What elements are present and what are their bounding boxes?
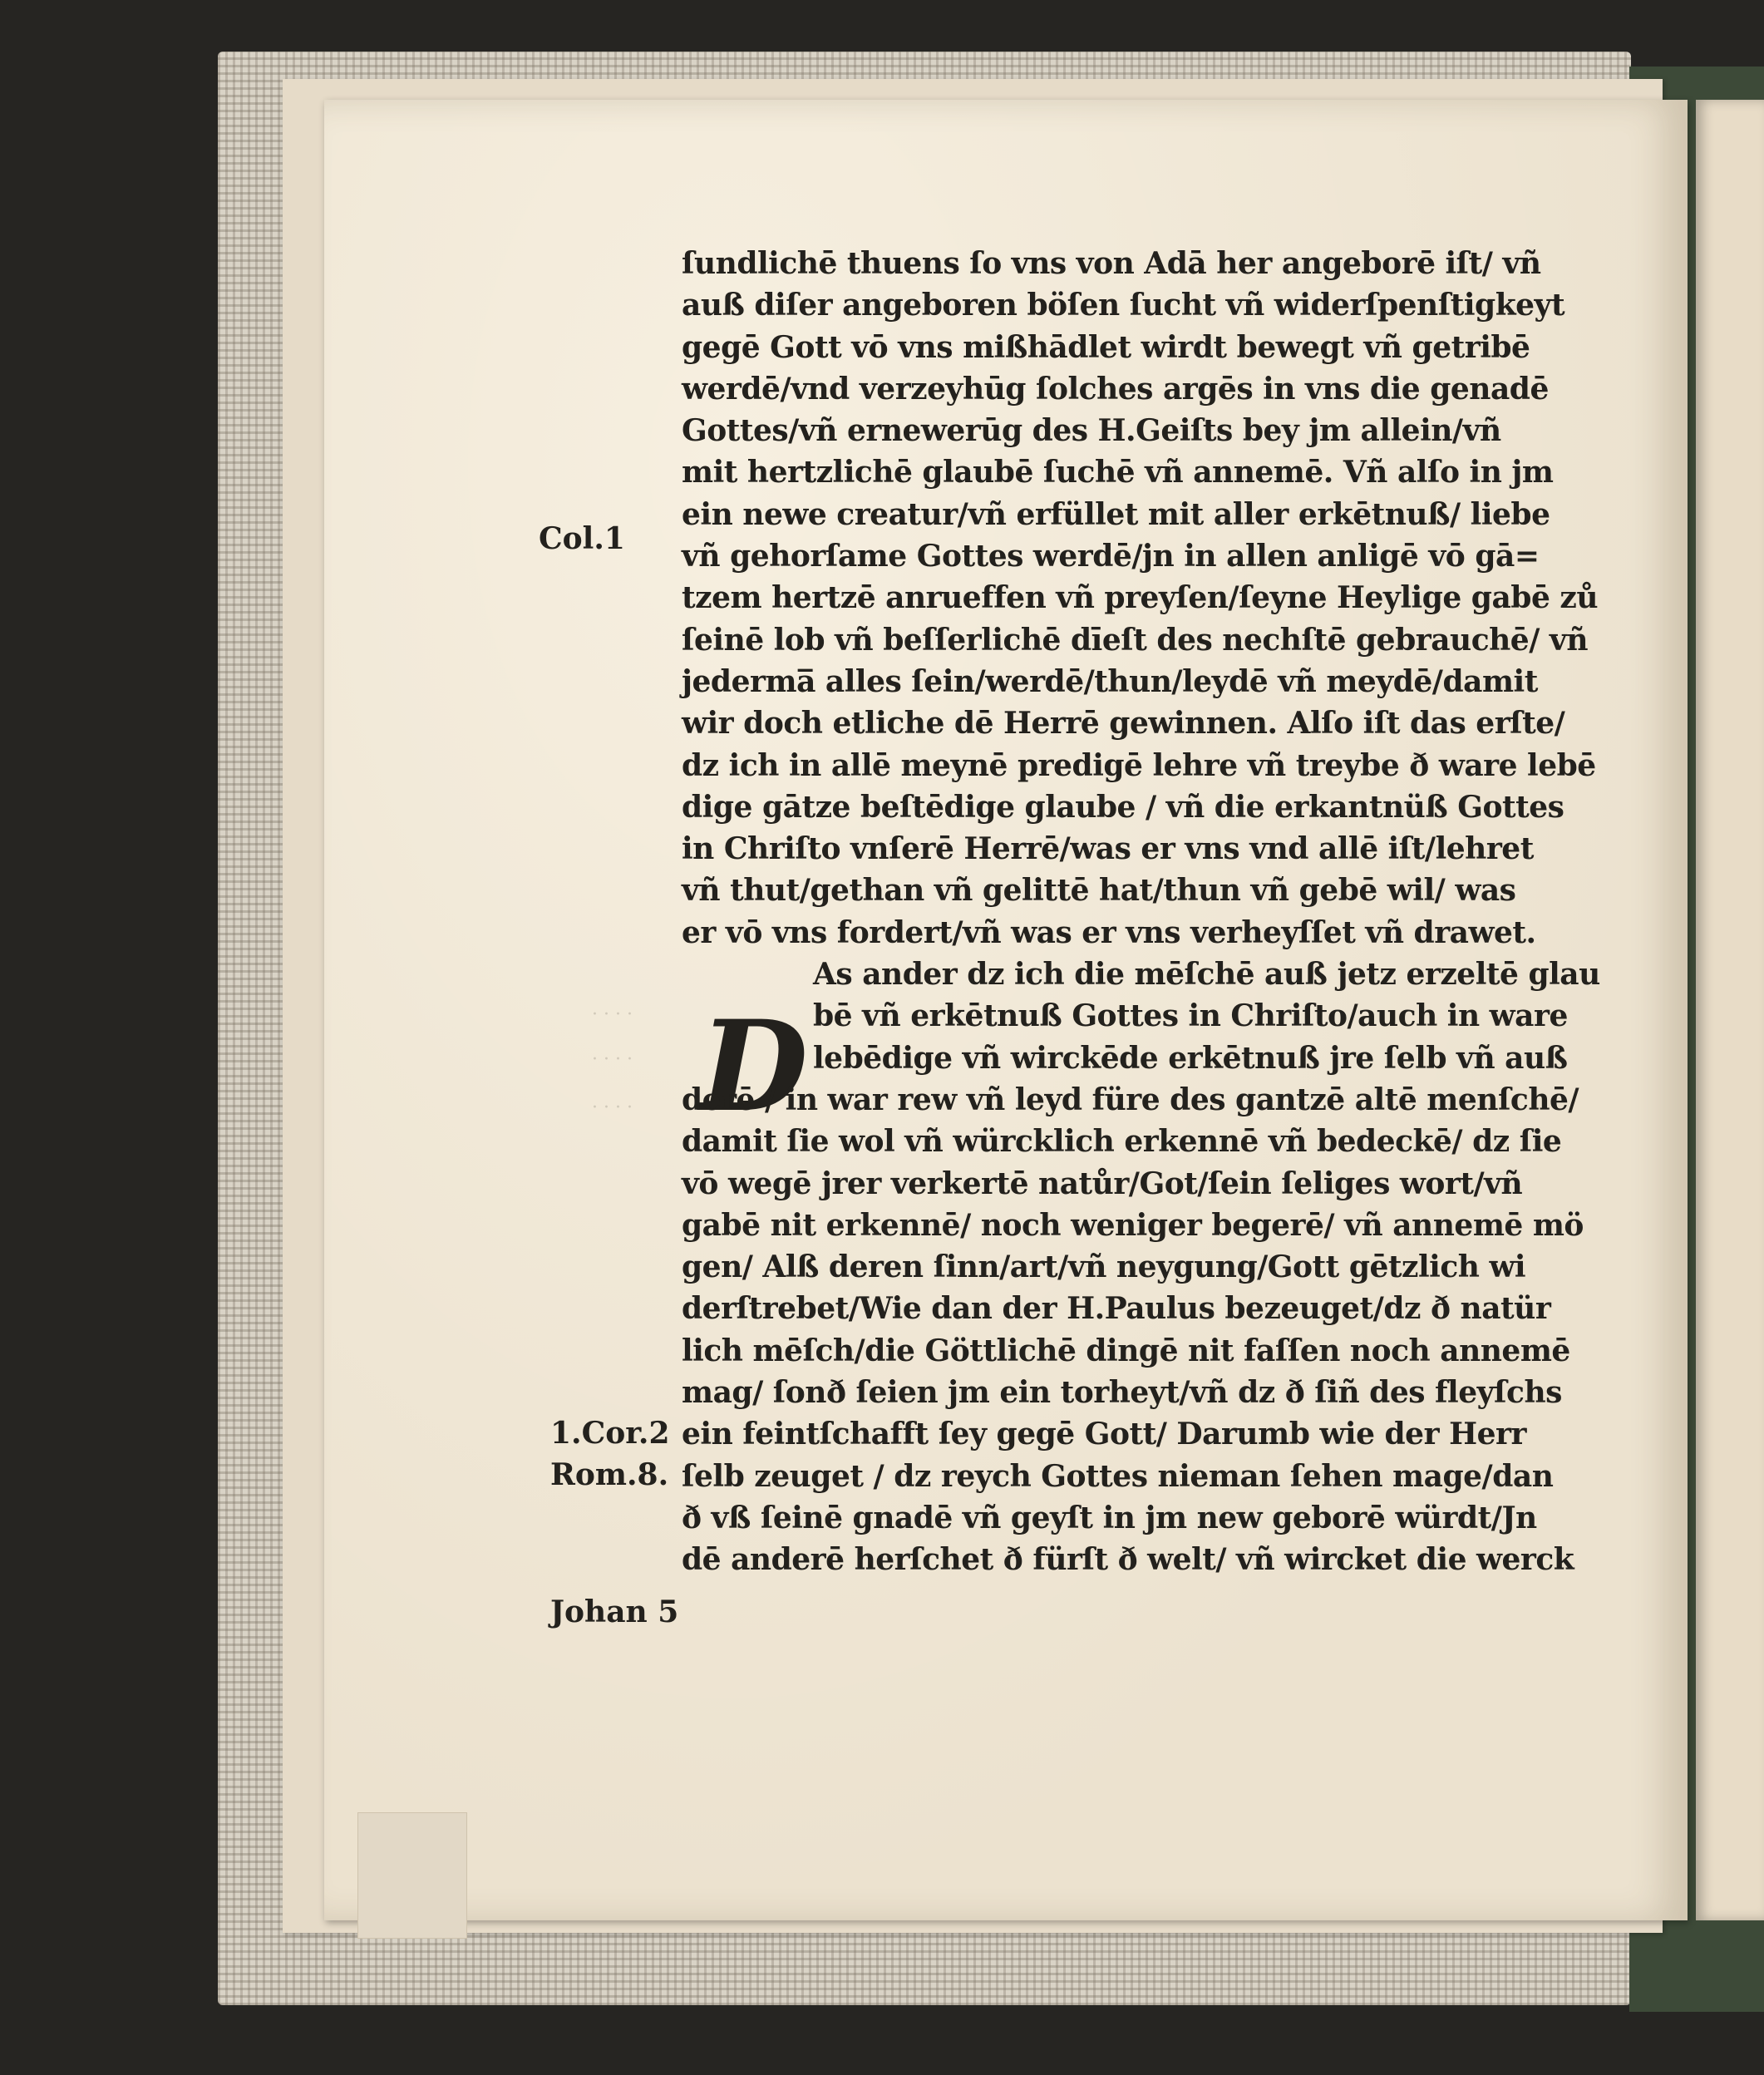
text-line: ſeinē lob vñ beſſerlichē dīeſt des nechſtē gebrauchē/ vñ (682, 622, 1588, 658)
text-line: gen/ Alß deren ſinn/art/vñ neygung/Gott gētzlich wi (682, 1249, 1526, 1285)
text-line: dige gātze beſtēdige glaube / vñ die erkantnüß Gottes (682, 789, 1564, 825)
text-line: damit ſie wol vñ würcklich erkennē vñ bedeckē/ dz ſie (682, 1124, 1562, 1160)
text-line: gabē nit erkennē/ noch weniger begerē/ vñ annemē mö (682, 1207, 1584, 1243)
text-line: mag/ ſonð ſeien jm ein torheyt/vñ dz ð ſiñ des fleyſchs (682, 1375, 1562, 1411)
show-through-text: · · · · (592, 1049, 633, 1070)
text-line: jederma̅ alles ſein/werdē/thun/leydē vñ meydē/damit (682, 663, 1538, 699)
text-line: As ander dz ich die mēſchē auß jetz erzeltē glau (813, 957, 1600, 993)
text-line: lich mēſch/die Göttlichē dingē nit faſſen noch annemē (682, 1333, 1570, 1368)
text-line: dz ich in allē meynē predigē lehre vñ treybe ð ware lebē (682, 747, 1596, 783)
text-line: ſundlichē thuens ſo vns von Adā her angeborē iſt/ vñ (682, 246, 1541, 281)
text-line: bē vñ erkētnuß Gottes in Chriſto/auch in ware (813, 998, 1568, 1034)
text-line: in Chriſto vnſerē Herrē/was er vns vnd allē iſt/lehret (682, 831, 1534, 867)
main-text (682, 243, 1621, 1581)
text-line: derē / in war rew vñ leyd füre des gantzē altē menſchē/ (682, 1082, 1579, 1117)
show-through-text: · · · · (592, 1004, 633, 1025)
text-line: dē anderē herſchet ð fürſt ð welt/ vñ wircket die werck (682, 1542, 1574, 1578)
text-line: Gottes/vñ ernewerūg des H.Geiſts bey jm allein/vñ (682, 413, 1501, 449)
decorated-initial: D (699, 993, 809, 1140)
text-line: wir doch etliche dē Herrē gewinnen. Alſo iſt das erſte/ (682, 706, 1565, 742)
margin-note-rom: Rom.8. (550, 1457, 669, 1492)
text-line: er vō vns fordert/vñ was er vns verheyſſet vñ drawet. (682, 914, 1536, 950)
text-line: ſelb zeuget / dz reych Gottes nieman ſehen mage/dan (682, 1458, 1554, 1494)
text-line: derſtrebet/Wie dan der H.Paulus bezeuget/dz ð natür (682, 1291, 1551, 1327)
text-line: ein feintſchafft ſey gegē Gott/ Darumb wie der Herr (682, 1417, 1526, 1452)
text-line: ð vß ſeinē gnadē vñ geyſt in jm new geborē würdt/Jn (682, 1500, 1537, 1535)
show-through-text: · · · · (592, 1097, 633, 1118)
text-line: vñ thut/gethan vñ gelittē hat/thun vñ gebē wil/ was (682, 873, 1516, 909)
text-line: lebēdige vñ wirckēde erkētnuß jre ſelb vñ auß (813, 1040, 1568, 1076)
margin-note-cor: 1.Cor.2 (550, 1416, 670, 1451)
text-line: tzem hertzē anrueffen vñ preyſen/ſeyne Heylige gabē zů (682, 580, 1599, 616)
paper-repair-patch (357, 1812, 467, 1939)
text-line: auß diſer angeboren böſen ſucht vñ widerſpenſtigkeyt (682, 288, 1565, 323)
facing-page-edge (1696, 100, 1764, 1920)
text-line: mit hertzlichē glaubē ſuchē vñ annemē. Vñ alſo in jm (682, 455, 1554, 490)
text-line: vō wegē jrer verkertē natůr/Got/ſein ſeliges wort/vñ (682, 1166, 1523, 1201)
text-line: vñ gehorſame Gottes werdē/jn in allen anligē vō gā= (682, 539, 1540, 574)
text-line: ein newe creatur/vñ erfüllet mit aller erkētnuß/ liebe (682, 496, 1550, 532)
margin-note-johan: Johan 5 (550, 1594, 679, 1629)
margin-note-col: Col.1 (539, 521, 625, 556)
text-line: werdē/vnd verzeyhūg ſolches argēs in vns die genadē (682, 371, 1549, 407)
text-line: gegē Gott vō vns mißhādlet wirdt bewegt vñ getribē (682, 329, 1530, 365)
